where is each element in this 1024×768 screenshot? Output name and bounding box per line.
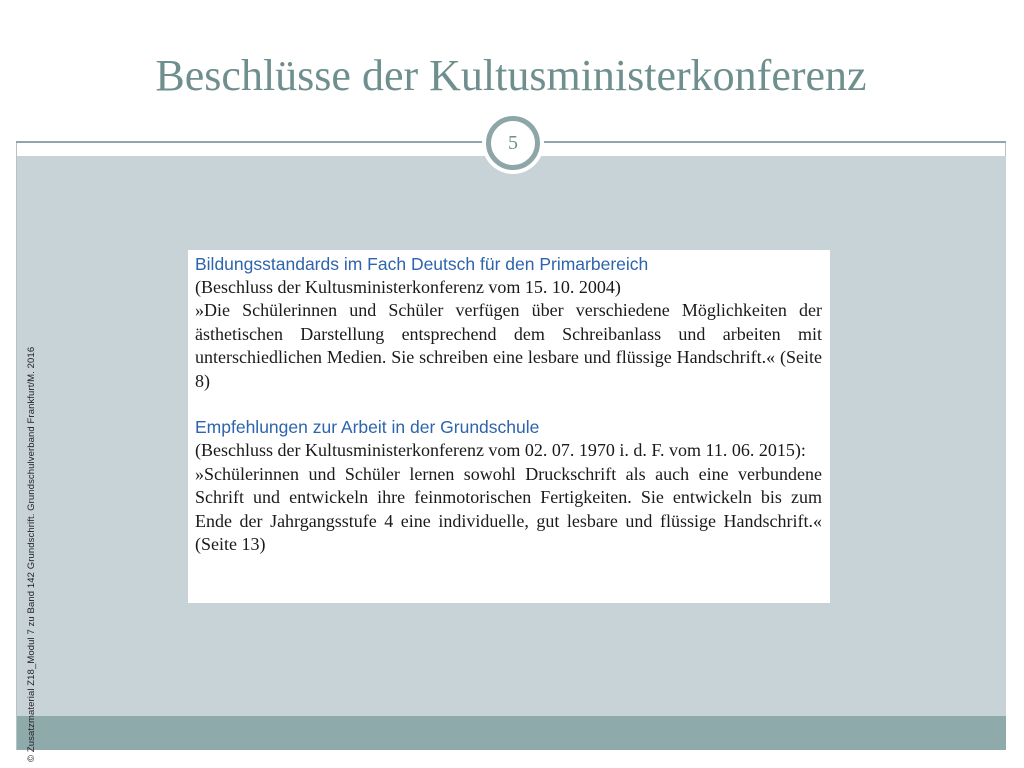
footer-band [17,716,1006,750]
slide-title: Beschlüsse der Kultusministerkonferenz [155,51,867,100]
page-number-badge [486,116,540,170]
page-number: 5 [508,131,518,154]
section-subheading: (Beschluss der Kultusministerkonferenz vom 02. 07. 1970 i. d. F. vom 11. 06. 2015): [195,440,806,460]
document-excerpt [188,250,830,603]
section-quote: »Schülerinnen und Schüler lernen sowohl Druckschrift als auch eine verbundene Schrift und entwickeln ihre feinmotorischen Fertigkeiten. Sie entwickeln bis zum Ende der Jahrgangsstufe 4 eine individuelle, gut lesbare und flüssige Handschrift.« (Seite 13) [195,463,822,554]
section-subheading: (Beschluss der Kultusministerkonferenz vom 15. 10. 2004) [195,277,621,297]
section-bildungsstandards [195,252,822,393]
section-quote: »Die Schülerinnen und Schüler verfügen über verschiedene Möglichkeiten der ästhetischen Darstellung entsprechend dem Schreibanlass und arbeiten mit unterschiedlichen Medien. Sie schreiben eine lesbare und flüssige Handschrift.« (Seite 8) [195,300,822,391]
section-heading: Empfehlungen zur Arbeit in der Grundschule [195,417,540,437]
section-empfehlungen [195,415,822,557]
copyright-caption: © Zusatzmaterial Z18_Modul 7 zu Band 142 Grundschrift. Grundschulverband Frankfurt/M. 2016 [26,346,37,762]
section-heading: Bildungsstandards im Fach Deutsch für den Primarbereich [195,254,649,274]
section-gap [195,393,822,415]
